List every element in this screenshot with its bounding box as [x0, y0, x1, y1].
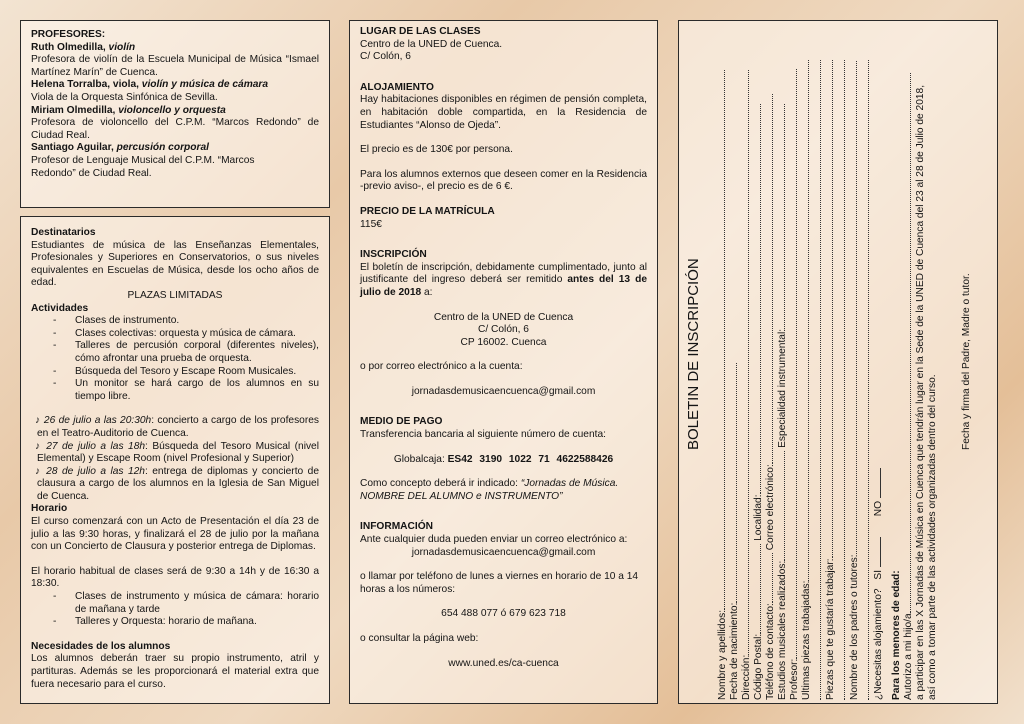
horario-list [31, 591, 319, 629]
blank-input-line[interactable] [844, 60, 845, 700]
profesores-heading: PROFESORES: [31, 29, 106, 40]
concepto: Como concepto deberá ir indicado: “Jornadas de Música. NOMBRE DEL ALUMNO e INSTRUMENTO” [360, 478, 619, 502]
direccion-line: CP 16002. Cuenca [460, 336, 547, 348]
ultimas-piezas-input-line[interactable] [808, 60, 809, 581]
alojamiento-externos: Para los alumnos externos que deseen comer en la Residencia -previo aviso-, el precio es de 6 €. [360, 168, 647, 193]
piezas-gustaria-input-line[interactable] [832, 60, 833, 558]
direccion-input-line[interactable] [748, 70, 749, 655]
firma-label: Fecha y firma del Padre, Madre o tutor. [961, 273, 972, 450]
option-si[interactable]: SÍ [873, 569, 884, 580]
list-item: - Clases de instrumento y música de cámara: horario de mañana y tarde [75, 591, 319, 616]
list-item: - Talleres de percusión corporal (diferentes niveles), cómo afrontar una prueba de orquesta. [75, 340, 319, 365]
pago-heading: MEDIO DE PAGO [360, 416, 443, 428]
cp-input-line[interactable] [760, 544, 761, 634]
correo-text: o por correo electrónico a la cuenta: [360, 361, 523, 373]
web-text: o consultar la página web: [360, 633, 479, 644]
profesor-desc: Profesora de violoncello del C.P.M. “Marcos Redondo” de Ciudad Real. [31, 117, 319, 141]
lugar-heading: LUGAR DE LAS CLASES [360, 26, 481, 37]
field-nombre[interactable]: Nombre y apellidos: [717, 60, 730, 700]
field-blank-line[interactable] [813, 60, 826, 700]
necesidades-text: Los alumnos deberán traer su propio instrumento, atril y partituras. Además se les proporcionará el material extra que fuera necesario para el curso. [31, 653, 319, 690]
field-cp-localidad[interactable]: Código Postal: Localidad: [753, 60, 766, 700]
field-autorizo[interactable]: Autorizo a mi hijo/a [903, 60, 916, 700]
boletin-title: BOLETIN DE INSCRIPCIÓN [685, 258, 702, 450]
lugar-line1: Centro de la UNED de Cuenca. [360, 38, 503, 50]
blank-input-line[interactable] [820, 60, 821, 700]
field-ultimas-piezas[interactable]: Últimas piezas trabajadas: [801, 60, 814, 700]
matricula-heading: PRECIO DE LA MATRÍCULA [360, 205, 495, 217]
estudios-input-line[interactable] [784, 451, 785, 561]
fecha-input-line[interactable] [736, 363, 737, 603]
alojamiento-text: Hay habitaciones disponibles en régimen de pensión completa, en habitación doble compartida, en la Residencia de Estudiantes “Alonso de Ojeda”. [360, 94, 647, 131]
profesor-input-line[interactable] [796, 69, 797, 659]
necesidades-heading: Necesidades de los alumnos [31, 640, 171, 652]
destinatarios-heading: Destinatarios [31, 227, 96, 238]
telefono-text: o llamar por teléfono de lunes a viernes en horario de 10 a 14 horas a los números: [360, 571, 639, 595]
destinatarios-text: Estudiantes de música de las Enseñanzas Elementales, Profesionales y Superiores en Conservatorios, o sus niveles equivalentes en Escuelas de Música, desde los ocho años de edad. [31, 239, 319, 289]
list-item: - Búsqueda del Tesoro y Escape Room Musicales. [75, 366, 319, 379]
horario-habitual: El horario habitual de clases será de 9:30 a 14h y de 16:30 a 18:30. [31, 565, 319, 590]
inscripcion-email[interactable]: jornadasdemusicaencuenca@gmail.com [411, 385, 596, 397]
matricula-precio: 115€ [360, 218, 382, 230]
profesor-item: Miriam Olmedilla, violoncello y orquesta Profesora de violoncello del C.P.M. “Marcos Redondo” de Ciudad Real. [31, 104, 319, 141]
horario-heading: Horario [31, 503, 68, 515]
no-checkbox-line[interactable] [880, 468, 881, 498]
profesor-desc: Profesor de Lenguaje Musical del C.P.M. “Marcos Redondo” de Ciudad Real. [31, 154, 255, 179]
actividades-list [31, 315, 319, 403]
si-checkbox-line[interactable] [880, 537, 881, 567]
web-link[interactable]: www.uned.es/ca-cuenca [448, 657, 559, 669]
direccion-line: Centro de la UNED de Cuenca [433, 311, 574, 323]
evento-item: ♪ 27 de julio a las 18h: Búsqueda del Tesoro Musical (nivel Elemental) y Escape Room (nivel Profesional y Superior) [35, 440, 319, 465]
profesor-desc: Profesora de violín de la Escuela Municipal de Música “Ismael Martínez Marín” de Cuenca. [31, 54, 319, 78]
inscripcion-heading: INSCRIPCIÓN [360, 249, 427, 261]
field-blank-line[interactable] [861, 60, 874, 700]
localidad-input-line[interactable] [760, 104, 761, 494]
profesor-item: Ruth Olmedilla, violín Profesora de violín de la Escuela Municipal de Música “Ismael Martínez Marín” de Cuenca. [31, 41, 319, 78]
direccion-line: C/ Colón, 6 [478, 324, 529, 336]
profesor-item: Santiago Aguilar, percusión corporal Profesor de Lenguaje Musical del C.P.M. “Marcos Redondo” de Ciudad Real. [31, 142, 319, 180]
option-no[interactable]: NO [873, 500, 884, 517]
informacion-email[interactable]: jornadasdemusicaencuenca@gmail.com [411, 546, 596, 558]
autorizo-text2: así como a tomar parte de las actividades organizadas dentro del curso. [927, 374, 938, 700]
informacion-text: Ante cualquier duda pueden enviar un correo electrónico a: [360, 534, 628, 546]
field-profesor[interactable]: Profesor: [789, 60, 802, 700]
horario-text: El curso comenzará con un Acto de Presentación el día 23 de julio a las 9:30 horas, y finalizará el 28 de julio por la mañana con un Concierto de Clausura y posterior entrega de Diplomas. [31, 516, 319, 553]
field-estudios[interactable]: Estudios musicales realizados: Especialidad instrumental: [777, 60, 790, 700]
field-blank-line[interactable] [837, 60, 850, 700]
list-item: - Clases colectivas: orquesta y música de cámara. [75, 328, 319, 341]
field-fecha[interactable]: Fecha de nacimiento: [729, 60, 742, 700]
autorizo-input-line[interactable] [910, 73, 911, 613]
telefono-input-line[interactable] [772, 553, 773, 603]
actividades-heading: Actividades [31, 302, 89, 314]
list-item: - Un monitor se hará cargo de los alumnos en su tiempo libre. [75, 378, 319, 403]
pago-text: Transferencia bancaria al siguiente número de cuenta: [360, 429, 606, 441]
menores-heading: Para los menores de edad: [891, 570, 902, 700]
evento-item: ♪ 28 de julio a las 12h: entrega de diplomas y concierto de clausura a cargo de los alumnos en la Iglesia de San Miguel de Cuenca. [35, 465, 319, 502]
info-panel [20, 216, 330, 704]
profesores-panel [20, 20, 330, 208]
field-direccion[interactable]: Dirección: [741, 60, 754, 700]
evento-item: ♪ 26 de julio a las 20:30h: concierto a cargo de los profesores en el Teatro-Auditorio de Cuenca. [35, 415, 319, 439]
field-piezas-gustaria[interactable]: Piezas que te gustaría trabajar: [825, 60, 838, 700]
informacion-heading: INFORMACIÓN [360, 521, 434, 533]
alojamiento-heading: ALOJAMIENTO [360, 81, 434, 93]
padres-input-line[interactable] [856, 60, 857, 554]
profesor-desc: Viola de la Orquesta Sinfónica de Sevilla. [31, 91, 218, 103]
field-alojamiento[interactable]: ¿Necesitas alojamiento? SÍ NO [873, 60, 886, 700]
inscripcion-text: El boletín de inscripción, debidamente cumplimentado, junto al justificante del ingreso deberá ser remitido antes del 13 de julio de 2018 a: [360, 261, 647, 298]
list-item: - Clases de instrumento. [75, 315, 319, 328]
correo-input-line[interactable] [772, 94, 773, 464]
especialidad-input-line[interactable] [784, 104, 785, 329]
plazas-limitadas: PLAZAS LIMITADAS [127, 289, 223, 301]
telefonos: 654 488 077 ó 679 623 718 [441, 608, 566, 620]
list-item: - Talleres y Orquesta: horario de mañana. [75, 616, 319, 629]
alojamiento-precio: El precio es de 130€ por persona. [360, 144, 513, 156]
blank-input-line[interactable] [868, 60, 869, 700]
autorizo-text1: a participar en las X Jornadas de Música en Cuenca que tendrán lugar en la Sede de la UNED de Cuenca del 23 al 28 de Julio de 2018, [915, 84, 926, 700]
field-telefono-correo[interactable]: Teléfono de contacto: Correo electrónico: [765, 60, 778, 700]
middle-panel [349, 20, 658, 704]
profesor-item: Helena Torralba, viola, violín y música de cámara Viola de la Orquesta Sinfónica de Sevilla. [31, 79, 319, 104]
boletin-form [685, 48, 995, 700]
cuenta-bancaria: Globalcaja: ES42 3190 1022 71 4622588426 [393, 453, 614, 465]
lugar-line2: C/ Colón, 6 [360, 51, 411, 63]
nombre-input-line[interactable] [724, 70, 725, 610]
field-padres[interactable]: Nombre de los padres o tutores: [849, 60, 862, 700]
